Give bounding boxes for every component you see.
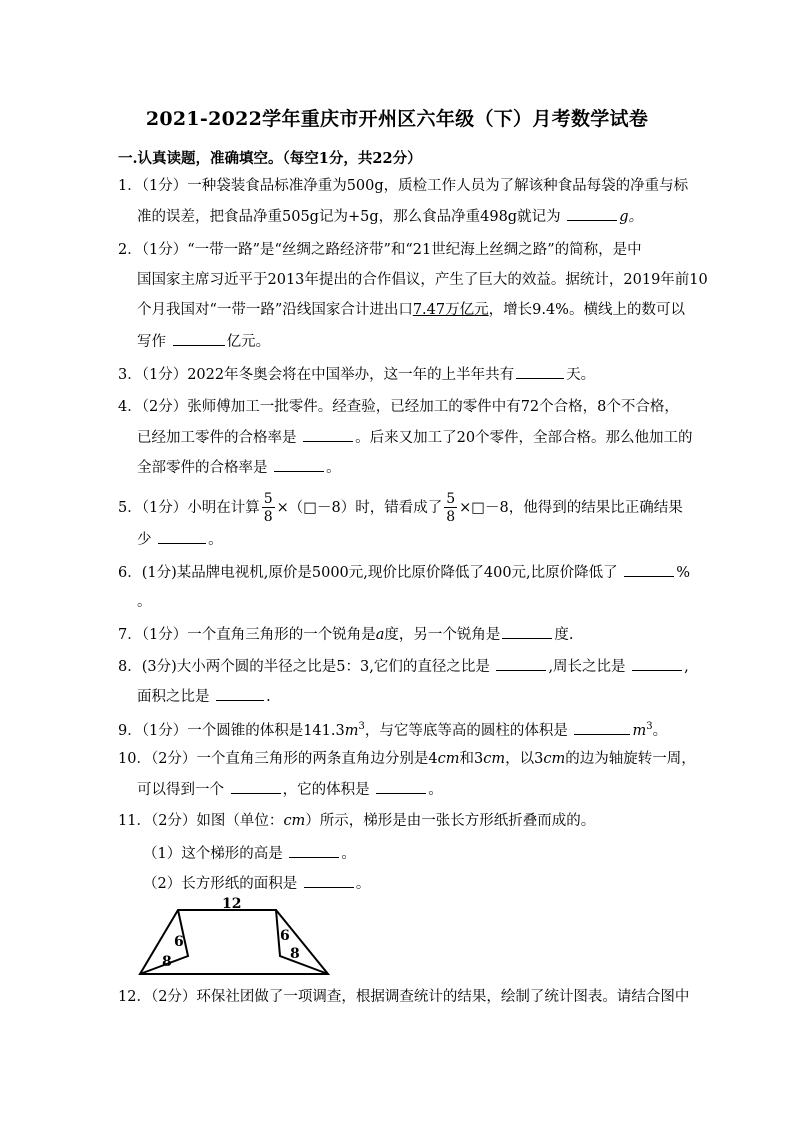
answer-blank[interactable] [158, 529, 206, 544]
answer-blank[interactable] [304, 873, 354, 888]
page-title: 2021-2022学年重庆市开州区六年级（下）月考数学试卷 [145, 108, 649, 130]
answer-blank[interactable] [231, 779, 281, 794]
answer-blank[interactable] [376, 779, 426, 794]
q5-line1: 5．（1分）小明在计算 $\frac{5}{8}$ ×（□－8）时，错看成了 $\frac{5}{8}$ ×□－8，他得到的结果比正确结果 [118, 491, 683, 525]
q6-line2: 。 [137, 594, 152, 610]
q1-line2: 准的误差，把食品净重505g记为+5g，那么食品净重498g就记为 g。 [137, 206, 643, 227]
label-left-6: 6 [174, 934, 184, 950]
q4-line1: 4．（2分）张师傅加工一批零件。经查验，已经加工的零件中有72个合格，8个不合格， [118, 399, 679, 415]
q8-line1: 8．(3分)大小两个圆的半径之比是5：3,它们的直径之比是 ,周长之比是 , [118, 656, 689, 677]
label-left-8: 8 [162, 954, 172, 970]
q2-line2: 国国家主席习近平于2013年提出的合作倡议，产生了巨大的效益。据统计，2019年前10 [137, 272, 708, 288]
q2-line4: 写作 亿元。 [137, 331, 270, 352]
q7-line1: 7．（1分）一个直角三角形的一个锐角是a度，另一个锐角是 度. [118, 624, 573, 645]
q6-line1: 6．(1分)某品牌电视机,原价是5000元,现价比原价降低了400元,比原价降低了 % [118, 562, 690, 583]
answer-blank[interactable] [303, 427, 353, 442]
label-top: 12 [222, 896, 242, 912]
underlined-number: 7.47万亿元 [412, 302, 489, 318]
answer-blank[interactable] [567, 206, 617, 221]
answer-blank[interactable] [496, 656, 546, 671]
trapezoid-figure [136, 896, 332, 976]
q11-line1: 11．（2分）如图（单位：cm）所示，梯形是由一张长方形纸折叠而成的。 [118, 813, 596, 829]
answer-blank[interactable] [173, 331, 225, 346]
answer-blank[interactable] [502, 624, 552, 639]
q5-line2: 少 。 [137, 529, 223, 550]
label-right-6: 6 [280, 928, 290, 944]
fraction: $\frac{5}{8}$ [446, 491, 456, 525]
q3-line1: 3．（1分）2022年冬奥会将在中国举办，这一年的上半年共有 天。 [118, 364, 595, 385]
q11-sub1: （1）这个梯形的高是 。 [143, 843, 356, 864]
q12-line1: 12．（2分）环保社团做了一项调查，根据调查统计的结果，绘制了统计图表。请结合图中 [118, 989, 690, 1005]
section-heading: 一.认真读题，准确填空。（每空1分，共22分） [118, 150, 422, 167]
answer-blank[interactable] [632, 656, 682, 671]
answer-blank[interactable] [516, 364, 564, 379]
q9-line1: 9．（1分）一个圆锥的体积是$141.3m^3$，与它等底等高的圆柱的体积是 $m^3$。 [118, 721, 668, 739]
q4-line2: 已经加工零件的合格率是 。后来又加工了20个零件，全部合格。那么他加工的 [137, 427, 693, 448]
q10-line1: 10．（2分）一个直角三角形的两条直角边分别是4cm和3cm，以3cm的边为轴旋转一周， [118, 751, 696, 767]
q4-line3: 全部零件的合格率是 。 [137, 457, 341, 478]
answer-blank[interactable] [289, 843, 339, 858]
q1-line1: 1．（1分）一种袋装食品标准净重为500g，质检工作人员为了解该种食品每袋的净重与标 [118, 178, 689, 194]
answer-blank[interactable] [274, 457, 324, 472]
q10-line2: 可以得到一个 ，它的体积是 。 [137, 779, 443, 800]
fraction: $\frac{5}{8}$ [263, 491, 273, 525]
answer-blank[interactable] [574, 720, 630, 735]
q2-line1: 2．（1分）“一带一路”是“丝绸之路经济带”和“21世纪海上丝绸之路”的简称，是中 [118, 242, 642, 258]
answer-blank[interactable] [216, 686, 264, 701]
q11-sub2: （2）长方形纸的面积是 。 [143, 873, 370, 894]
answer-blank[interactable] [624, 562, 674, 577]
q2-line3: 个月我国对“一带一路”沿线国家合计进出口7.47万亿元，增长9.4%。横线上的数可以 [137, 302, 685, 318]
label-right-8: 8 [290, 946, 300, 962]
q8-line2: 面积之比是 . [137, 686, 271, 707]
